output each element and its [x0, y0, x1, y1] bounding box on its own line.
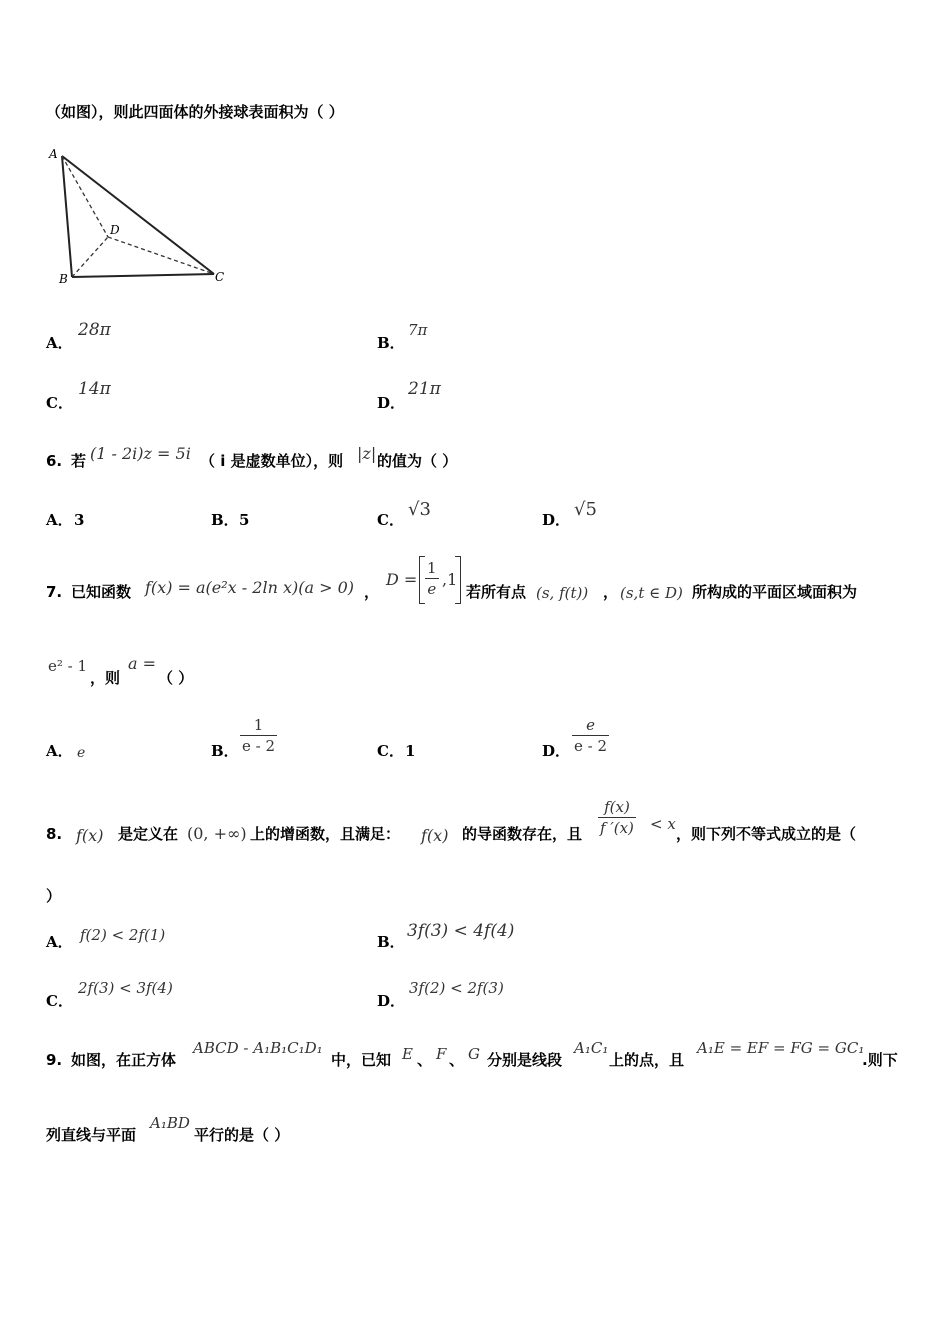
q5-option-d-label: D． [377, 394, 406, 412]
q6-tail: 的值为（ ） [377, 452, 458, 470]
q7-domain-frac-num: 1 [427, 559, 437, 577]
q5-option-b-value: 7π [408, 321, 428, 339]
tetrahedron-figure [44, 144, 234, 290]
q8-option-b-label: B． [377, 933, 405, 951]
q9-dun-1: 、 [417, 1051, 433, 1069]
q8-option-d-value: 3f(2) < 2f(3) [409, 979, 504, 997]
q9-segment: A₁C₁ [574, 1039, 609, 1057]
q5-stem: （如图），则此四面体的外接球表面积为（ ） [46, 103, 344, 121]
q7-option-d-num: e [572, 715, 609, 736]
q8-close-paren: ） [46, 887, 62, 905]
q8-option-a-value: f(2) < 2f(1) [80, 926, 166, 944]
q5-option-d-value: 21π [408, 379, 441, 399]
q9-text-points: 上的点，且 [609, 1051, 685, 1069]
edge-bd [72, 237, 108, 277]
q8-text-defined: 是定义在 [118, 825, 179, 843]
edge-ac [62, 156, 214, 274]
q7-function: f(x) = a(e²x - 2ln x)(a > 0) [145, 578, 355, 597]
q7-domain-frac-den: e [427, 580, 437, 598]
q6-option-c-label: C． [377, 511, 404, 529]
label-c: C [215, 270, 225, 284]
q8-ratio-num: f(x) [598, 797, 636, 818]
q7-domain-fraction [425, 558, 439, 599]
q7-domain-label: D = [386, 570, 418, 589]
label-d: D [110, 223, 120, 237]
edge-bc [72, 274, 214, 277]
q7-condition: (s,t ∈ D) [620, 584, 683, 602]
q7-number: 7. [46, 583, 63, 601]
q7-a-equals: a = [128, 654, 157, 673]
q9-point-f: F [436, 1045, 447, 1063]
q6-option-a-value: 3 [74, 511, 85, 529]
q7-option-d-fraction [572, 715, 609, 756]
q7-area-value: e² - 1 [48, 657, 88, 675]
edge-dc [108, 237, 214, 274]
q8-fx: f(x) [76, 826, 104, 845]
q9-text-known: 中，已知 [331, 1051, 392, 1069]
q6-option-a-label: A． [46, 511, 73, 529]
q6-option-b-label: B． [211, 511, 239, 529]
q8-option-c-value: 2f(3) < 3f(4) [78, 979, 173, 997]
q8-text-derivative: 的导函数存在，且 [462, 825, 583, 843]
q6-abs-z: |z| [357, 444, 377, 463]
q5-option-b-label: B． [377, 334, 405, 352]
q7-option-c-label: C． [377, 742, 404, 760]
q8-text-which: ，则下列不等式成立的是（ [676, 825, 857, 843]
q7-point: (s, f(t)) [536, 584, 589, 602]
q6-intro: 若 [71, 452, 87, 470]
edge-ab [62, 156, 72, 277]
q8-ratio-den: f ′(x) [600, 819, 634, 837]
q6-mid-text: （ i 是虚数单位），则 [200, 452, 344, 470]
q7-answer-paren: （ ） [158, 669, 194, 687]
q6-number: 6. [46, 452, 63, 470]
q8-fx-2: f(x) [421, 826, 449, 845]
q7-intro: 已知函数 [71, 583, 132, 601]
q7-domain-rest: ,1 [442, 570, 458, 589]
q8-text-increasing: 上的增函数，且满足： [250, 825, 401, 843]
q8-option-c-label: C． [46, 992, 73, 1010]
q9-point-g: G [468, 1045, 480, 1063]
q5-option-c-value: 14π [78, 379, 111, 399]
q9-cube: ABCD - A₁B₁C₁D₁ [193, 1039, 323, 1057]
q8-number: 8. [46, 825, 63, 843]
q9-number: 9. [46, 1051, 63, 1069]
q8-option-a-label: A． [46, 933, 73, 951]
edge-ad [62, 156, 108, 237]
q7-then: ，则 [90, 669, 121, 687]
q6-option-d-value: √5 [574, 499, 597, 520]
q7-separator: ， [603, 583, 619, 601]
q9-point-e: E [402, 1045, 413, 1063]
q6-equation: (1 - 2i)z = 5i [90, 444, 191, 463]
q7-text-points: 若所有点 [466, 583, 527, 601]
q9-text-parallel: 平行的是（ ） [194, 1126, 290, 1144]
q5-option-c-label: C． [46, 394, 73, 412]
q6-option-b-value: 5 [239, 511, 250, 529]
q9-text-segment: 分别是线段 [487, 1051, 563, 1069]
q7-comma: ， [364, 583, 380, 601]
q7-option-d-label: D． [542, 742, 571, 760]
q7-domain-bracket-right [455, 556, 461, 604]
q7-option-b-den: e - 2 [242, 737, 276, 755]
q8-option-d-label: D． [377, 992, 406, 1010]
q7-option-c-value: 1 [405, 742, 416, 760]
q7-option-b-label: B． [211, 742, 239, 760]
q7-option-a-label: A． [46, 742, 73, 760]
q9-intro: 如图，在正方体 [71, 1051, 177, 1069]
q7-option-d-den: e - 2 [574, 737, 608, 755]
q7-option-b-fraction [240, 715, 277, 756]
label-a: A [49, 147, 58, 161]
label-b: B [59, 272, 68, 286]
q9-text-then: .则下 [862, 1051, 898, 1069]
q8-ratio-fraction [598, 797, 636, 838]
q7-option-a-value: e [77, 745, 86, 761]
q9-equalities: A₁E = EF = FG = GC₁ [697, 1039, 865, 1057]
q8-option-b-value: 3f(3) < 4f(4) [407, 921, 515, 941]
q5-option-a-value: 28π [78, 320, 111, 340]
q7-text-area: 所构成的平面区域面积为 [692, 583, 858, 601]
q5-option-a-label: A． [46, 334, 73, 352]
q7-option-b-num: 1 [240, 715, 277, 736]
q9-dun-2: 、 [449, 1051, 465, 1069]
q8-interval: (0, +∞) [187, 824, 247, 843]
q6-option-c-value: √3 [408, 499, 431, 520]
q9-line-2: 列直线与平面 [46, 1126, 137, 1144]
q6-option-d-label: D． [542, 511, 571, 529]
q9-plane: A₁BD [150, 1114, 190, 1132]
q8-less-than-x: < x [650, 815, 676, 833]
